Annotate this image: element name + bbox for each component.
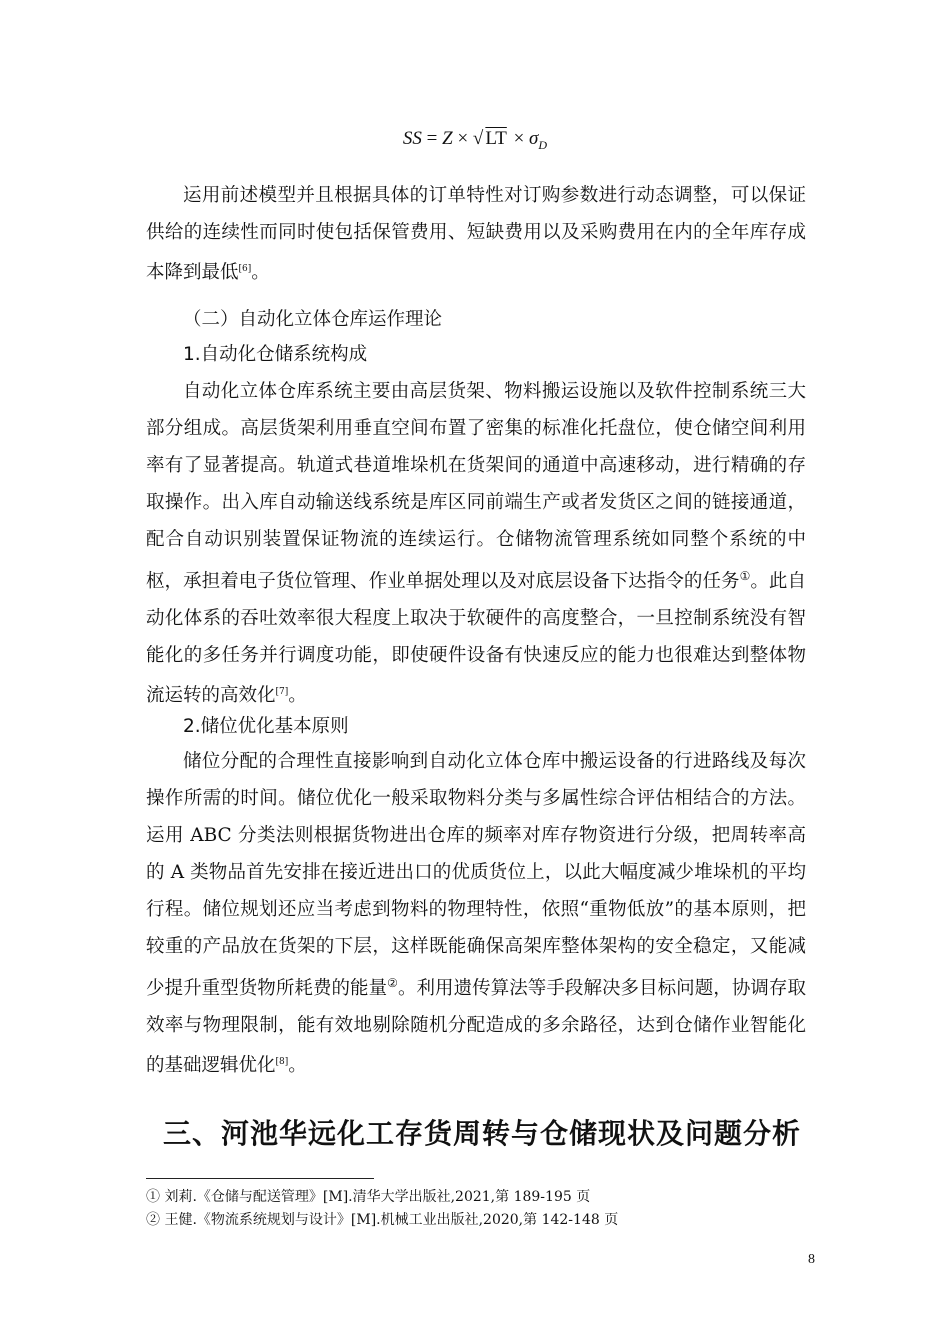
paragraph-system-composition [146, 373, 806, 714]
citation-ref: [6] [238, 264, 252, 274]
paragraph-eoq-conclusion [146, 177, 806, 291]
formula-lhs: SS [402, 128, 422, 149]
paragraph-end: 。 [288, 1055, 307, 1076]
formula-equals: = [421, 128, 443, 149]
footnote-2: ② 王健.《物流系统规划与设计》[M].机械工业出版社,2020,第 142-148 页 [146, 1212, 619, 1228]
citation-ref: [8] [275, 1057, 289, 1067]
section-heading: （二）自动化立体仓库运作理论 [183, 309, 443, 330]
formula-times: × [508, 128, 530, 149]
formula-z: Z [442, 128, 453, 149]
paragraph-end: 。 [288, 685, 307, 706]
paragraph-storage-optimization [146, 743, 806, 1084]
chapter-title: 三、河池华远化工存货周转与仓储现状及问题分析 [163, 1117, 802, 1150]
sqrt-argument: LT [485, 128, 507, 149]
footnote-1: ① 刘莉.《仓储与配送管理》[M].清华大学出版社,2021,第 189-195 页 [146, 1189, 591, 1205]
page-number: 8 [808, 1252, 815, 1267]
subsection-heading: 1.自动化仓储系统构成 [183, 344, 368, 365]
formula-times: × [452, 128, 473, 149]
subsection-heading: 2.储位优化基本原则 [183, 716, 349, 737]
paragraph-text: 储位分配的合理性直接影响到自动化立体仓库中搬运设备的行进路线及每次操作所需的时间。储位优化一般采取物料分类与多属性综合评估相结合的方法。运用 ABC 分类法则根据货物进出仓库的频率对库存物资进行分级，把周转率高的 A 类物品首先安排在接近进出口的优质货位上，以此大幅度减少堆垛机的平均行程。储位规划还应当考虑到物料的物理特性，依照“重物低放”的基本原则，把较重的产品放在货架的下层，这样既能确保高架库整体架构的安全稳定，又能减少提升重型货物所耗费的能量 [146, 751, 806, 999]
formula-sigma-subscript: D [538, 138, 548, 152]
paragraph-text: 自动化立体仓库系统主要由高层货架、物料搬运设施以及软件控制系统三大部分组成。高层货架利用垂直空间布置了密集的标准化托盘位，使仓储空间利用率有了显著提高。轨道式巷道堆垛机在货架间的通道中高速移动，进行精确的存取操作。出入库自动输送线系统是库区同前端生产或者发货区之间的链接通道，配合自动识别装置保证物流的连续运行。仓储物流管理系统如同整个系统的中枢，承担着电子货位管理、作业单据处理以及对底层设备下达指令的任务 [146, 381, 806, 592]
formula-sigma: σ [529, 128, 539, 149]
sqrt-sign: √ [472, 128, 484, 149]
footnote-marker[interactable]: ② [387, 976, 398, 990]
footnote-marker[interactable]: ① [739, 569, 751, 583]
safety-stock-formula [0, 128, 950, 153]
paragraph-text: 运用前述模型并且根据具体的订单特性对订购参数进行动态调整，可以保证供给的连续性而同时使包括保管费用、短缺费用以及采购费用在内的全年库存成本降到最低 [146, 185, 806, 283]
footnote-divider [146, 1178, 374, 1179]
paragraph-text: 。此自动化体系的吞吐效率很大程度上取决于软硬件的高度整合，一旦控制系统没有智能化的多任务并行调度功能，即使硬件设备有快速反应的能力也很难达到整体物流运转的高效化 [146, 571, 806, 706]
paragraph-end: 。 [251, 262, 270, 283]
citation-ref: [7] [275, 687, 289, 697]
paragraph-text: 。利用遗传算法等手段解决多目标问题，协调存取效率与物理限制，能有效地剔除随机分配造成的多余路径，达到仓储作业智能化的基础逻辑优化 [146, 978, 806, 1076]
